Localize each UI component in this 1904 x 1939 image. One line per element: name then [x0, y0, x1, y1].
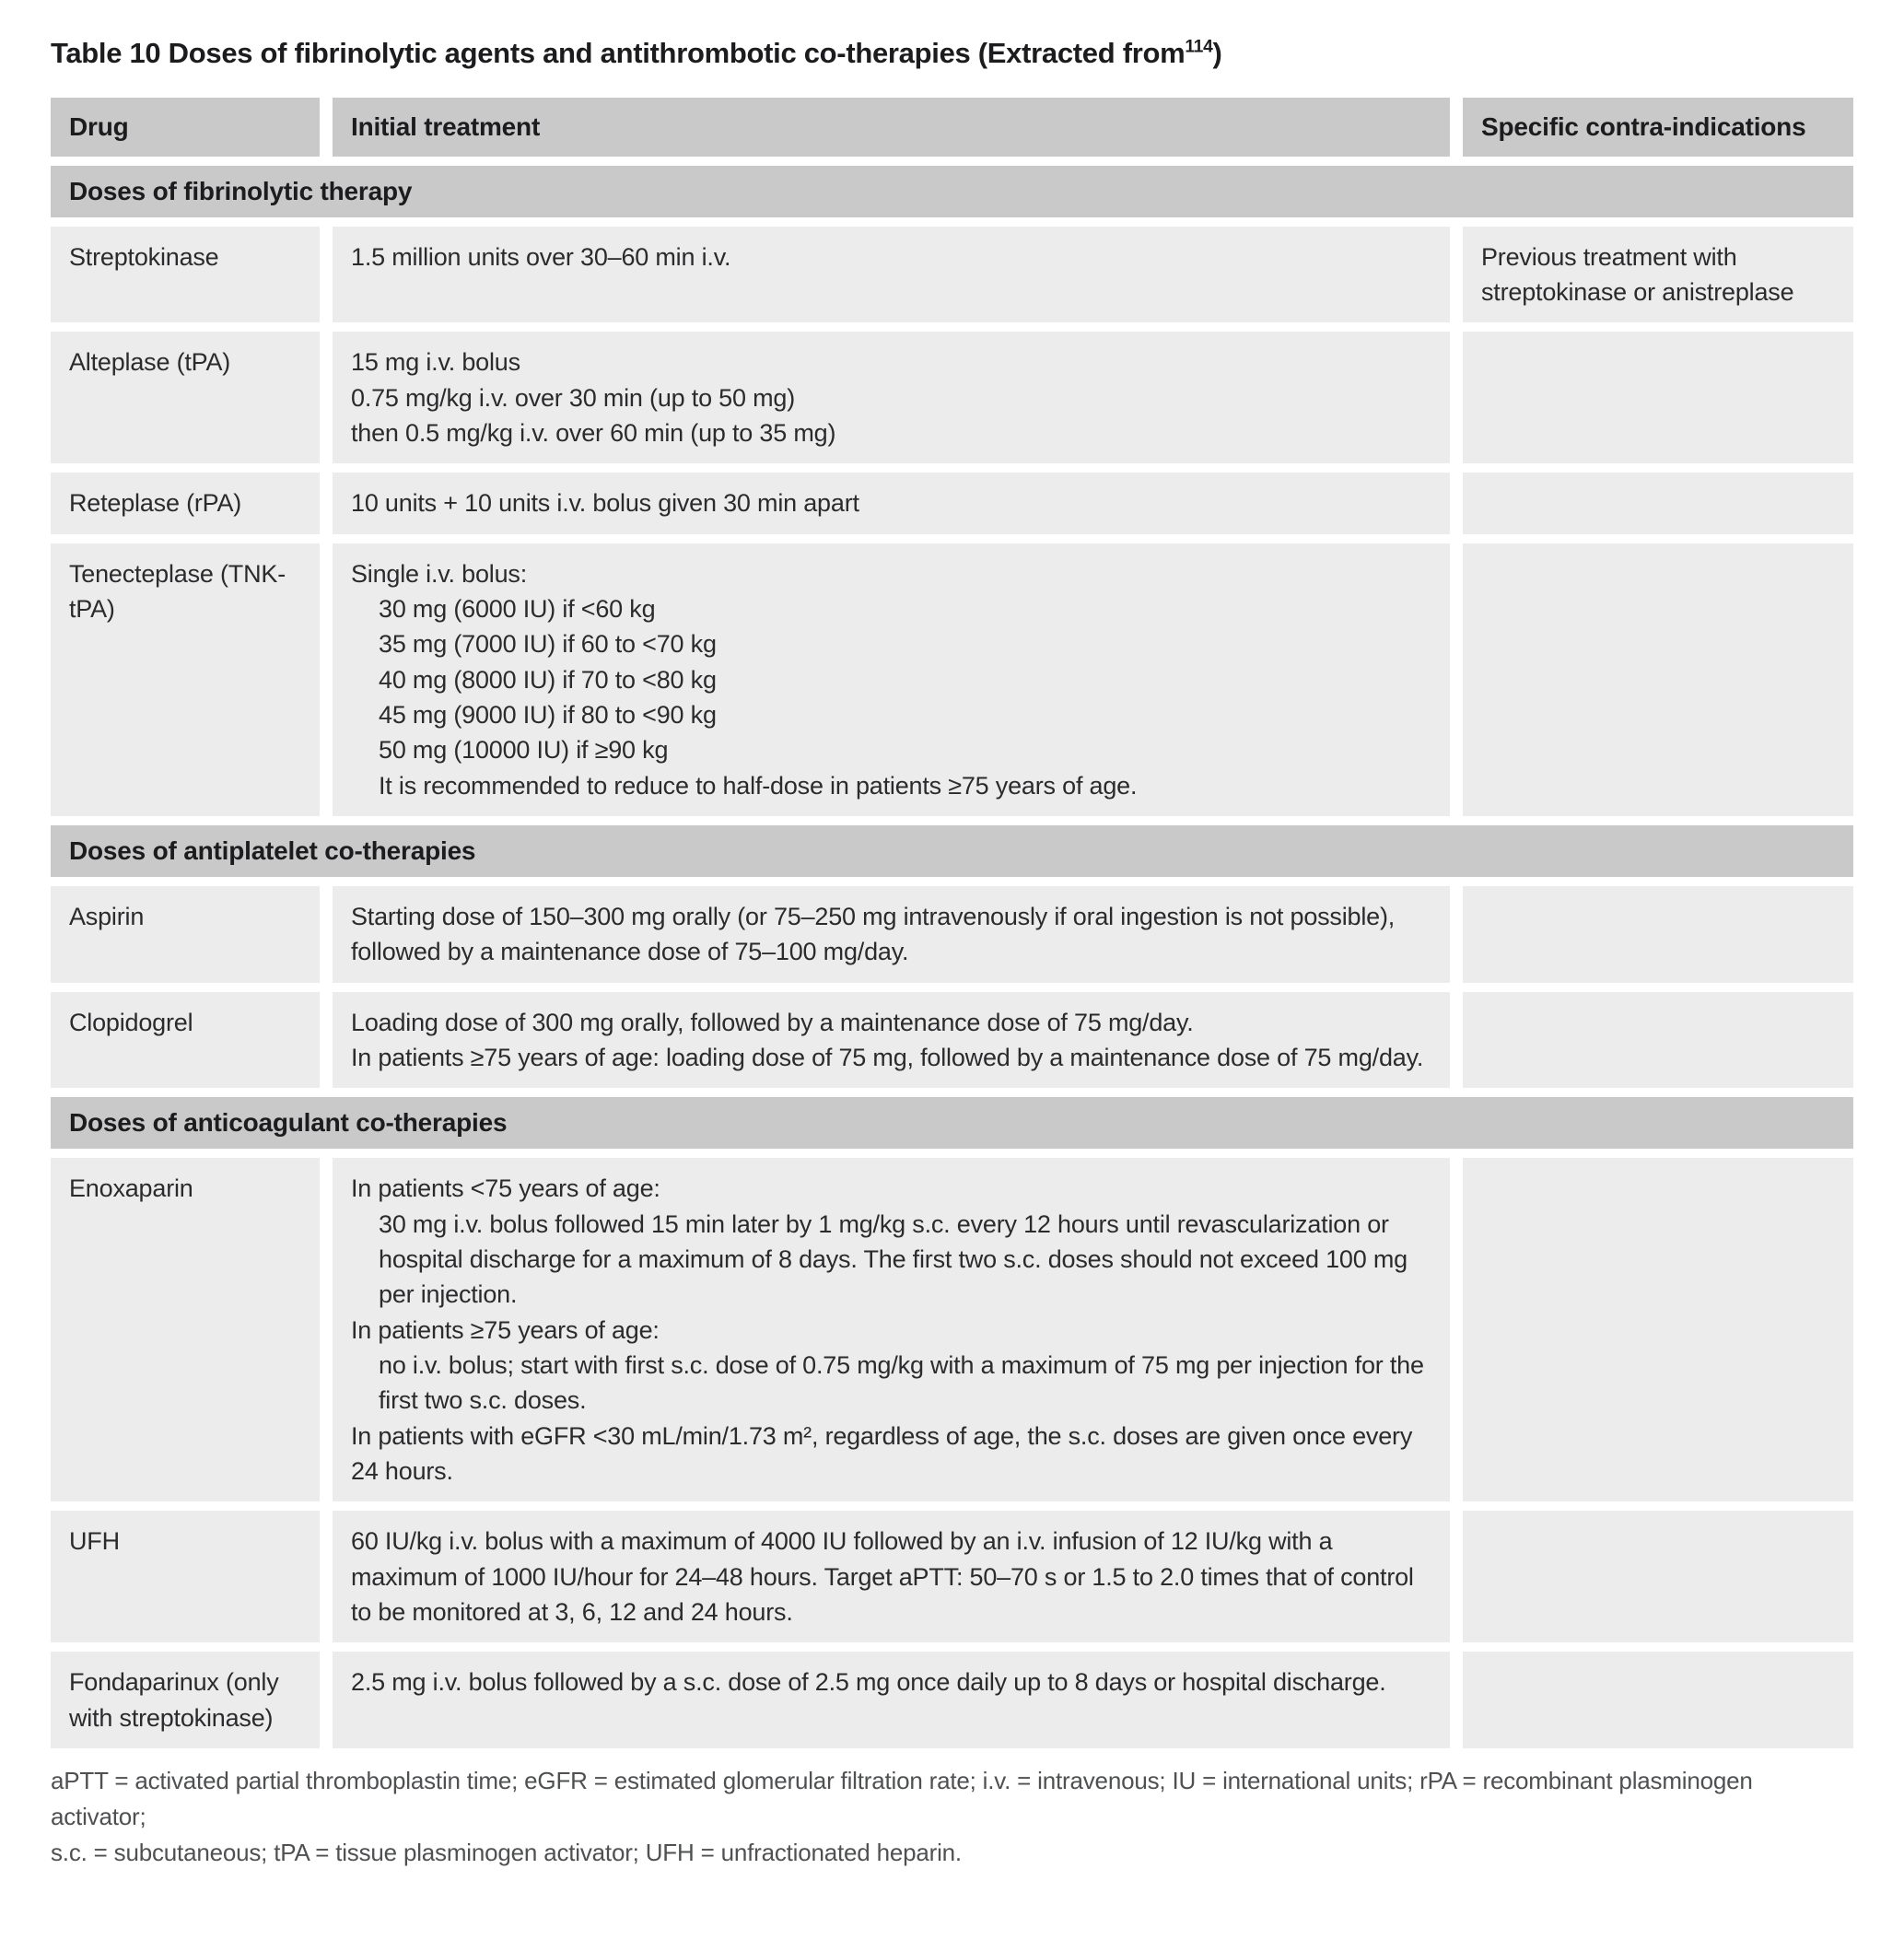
- contra-indication-cell: [1463, 886, 1853, 983]
- table-row-ufh: [51, 1511, 1853, 1642]
- treatment-line: Loading dose of 300 mg orally, followed by a maintenance dose of 75 mg/day.: [351, 1008, 1194, 1036]
- treatment-line: 2.5 mg i.v. bolus followed by a s.c. dose of 2.5 mg once daily up to 8 days or hospital discharge.: [351, 1668, 1386, 1697]
- treatment-line: 40 mg (8000 IU) if 70 to <80 kg: [379, 665, 717, 694]
- table-row-clopidogrel: [51, 992, 1853, 1089]
- section-header-fibrinolytic-therapy: Doses of fibrinolytic therapy: [51, 166, 1853, 217]
- treatment-line: 1.5 million units over 30–60 min i.v.: [351, 242, 731, 271]
- reference-superscript: 114: [1185, 37, 1213, 57]
- treatment-line: 0.75 mg/kg i.v. over 30 min (up to 50 mg): [351, 383, 796, 412]
- abbreviations-footnote: [51, 1763, 1853, 1871]
- footnote-line-2: s.c. = subcutaneous; tPA = tissue plasminogen activator; UFH = unfractionated heparin.: [51, 1838, 962, 1866]
- treatment-cell: [333, 1652, 1450, 1748]
- contra-indication-cell: [1463, 1158, 1853, 1501]
- contra-indication-cell: [1463, 473, 1853, 533]
- treatment-cell: [333, 886, 1450, 983]
- contra-indication-cell: [1463, 1511, 1853, 1642]
- treatment-line: 45 mg (9000 IU) if 80 to <90 kg: [379, 701, 717, 730]
- treatment-cell: [333, 473, 1450, 533]
- treatment-cell: [333, 332, 1450, 463]
- treatment-cell: [333, 992, 1450, 1089]
- treatment-line: In patients ≥75 years of age:: [351, 1315, 660, 1344]
- table-header-row: [51, 98, 1853, 157]
- table-title: [51, 37, 1853, 70]
- drug-cell: Tenecteplase (TNK-tPA): [51, 543, 320, 816]
- contra-indication-cell: Previous treatment with streptokinase or anistreplase: [1463, 227, 1853, 323]
- drug-cell: Aspirin: [51, 886, 320, 983]
- section-header-anticoagulant-co-therapies: Doses of anticoagulant co-therapies: [51, 1097, 1853, 1149]
- treatment-line: then 0.5 mg/kg i.v. over 60 min (up to 35 mg): [351, 419, 836, 448]
- table-row-streptokinase: [51, 227, 1853, 323]
- treatment-cell: [333, 1511, 1450, 1642]
- table-row-alteplase: [51, 332, 1853, 463]
- column-header-drug: Drug: [51, 98, 320, 157]
- treatment-line: 30 mg i.v. bolus followed 15 min later by 1 mg/kg s.c. every 12 hours until revascularization or hospital discharge for a maximum of 8 days. The first two s.c. doses should not exceed 100 mg per injection.: [379, 1209, 1408, 1309]
- table-row-fondaparinux: [51, 1652, 1853, 1748]
- table-title-text: Table 10 Doses of fibrinolytic agents and antithrombotic co-therapies (Extracted from: [51, 37, 1186, 69]
- contra-indication-cell: [1463, 332, 1853, 463]
- drug-cell: Alteplase (tPA): [51, 332, 320, 463]
- treatment-cell: [333, 543, 1450, 816]
- table-title-suffix: ): [1212, 37, 1222, 69]
- treatment-line: 15 mg i.v. bolus: [351, 348, 520, 377]
- table-row-tenecteplase: [51, 543, 1853, 816]
- treatment-line: Starting dose of 150–300 mg orally (or 75–250 mg intravenously if oral ingestion is not possible), followed by a maintenance dose of 75–100 mg/day.: [351, 903, 1396, 966]
- contra-indication-cell: [1463, 1652, 1853, 1748]
- treatment-line: It is recommended to reduce to half-dose in patients ≥75 years of age.: [379, 771, 1138, 800]
- contra-indication-cell: [1463, 543, 1853, 816]
- treatment-line: Single i.v. bolus:: [351, 559, 528, 588]
- drug-cell: Streptokinase: [51, 227, 320, 323]
- treatment-line: 30 mg (6000 IU) if <60 kg: [379, 595, 656, 624]
- table-row-reteplase: [51, 473, 1853, 533]
- treatment-line: In patients with eGFR <30 mL/min/1.73 m², regardless of age, the s.c. doses are given once every 24 hours.: [351, 1421, 1413, 1485]
- treatment-cell: [333, 227, 1450, 323]
- footnote-line-1: aPTT = activated partial thromboplastin time; eGFR = estimated glomerular filtration rate; i.v. = intravenous; IU = international units; rPA = recombinant plasminogen activator;: [51, 1766, 1753, 1830]
- treatment-line: In patients <75 years of age:: [351, 1174, 660, 1203]
- drug-cell: Fondaparinux (only with streptokinase): [51, 1652, 320, 1748]
- treatment-line: 10 units + 10 units i.v. bolus given 30 min apart: [351, 489, 859, 518]
- drug-cell: Reteplase (rPA): [51, 473, 320, 533]
- drug-cell: UFH: [51, 1511, 320, 1642]
- drug-cell: Enoxaparin: [51, 1158, 320, 1501]
- treatment-line: 60 IU/kg i.v. bolus with a maximum of 4000 IU followed by an i.v. infusion of 12 IU/kg with a maximum of 1000 IU/hour for 24–48 hours. Target aPTT: 50–70 s or 1.5 to 2.0 times that of control to be monitored at 3, 6, 12 and 24 hours.: [351, 1527, 1414, 1626]
- treatment-line: 50 mg (10000 IU) if ≥90 kg: [379, 736, 669, 765]
- contra-indication-cell: [1463, 992, 1853, 1089]
- column-header-initial-treatment: Initial treatment: [333, 98, 1450, 157]
- treatment-cell: [333, 1158, 1450, 1501]
- table-row-aspirin: [51, 886, 1853, 983]
- section-header-antiplatelet-co-therapies: Doses of antiplatelet co-therapies: [51, 825, 1853, 877]
- treatment-line: In patients ≥75 years of age: loading dose of 75 mg, followed by a maintenance dose of 75 mg/day.: [351, 1044, 1424, 1071]
- drug-cell: Clopidogrel: [51, 992, 320, 1089]
- doses-table: [51, 98, 1853, 1748]
- column-header-contra-indications: Specific contra-indications: [1463, 98, 1853, 157]
- treatment-line: 35 mg (7000 IU) if 60 to <70 kg: [379, 630, 717, 659]
- table-row-enoxaparin: [51, 1158, 1853, 1501]
- treatment-line: no i.v. bolus; start with first s.c. dose of 0.75 mg/kg with a maximum of 75 mg per injection for the first two s.c. doses.: [379, 1350, 1424, 1415]
